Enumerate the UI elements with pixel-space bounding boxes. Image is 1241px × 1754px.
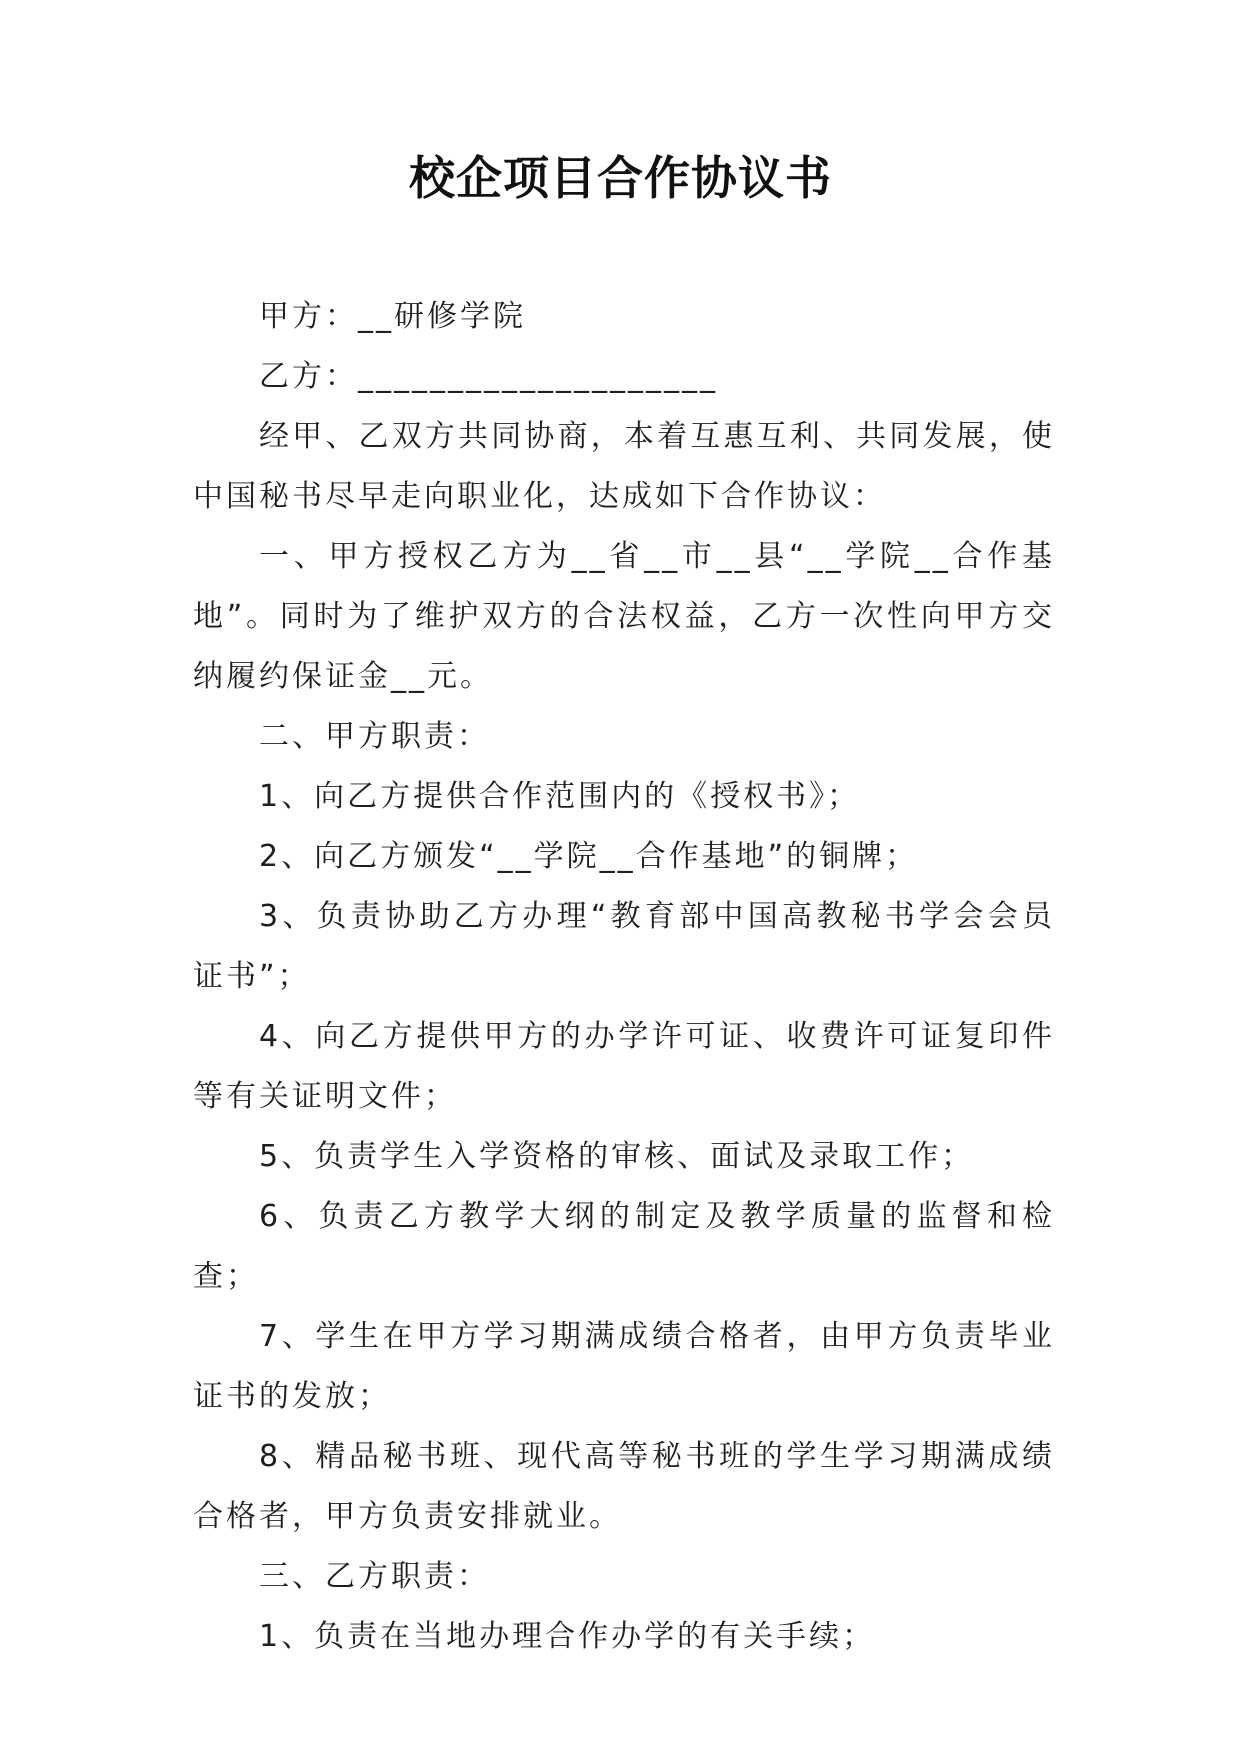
party-b-line: 乙方：____________________ (259, 359, 718, 394)
party-a-duty-item: 6、负责乙方教学大纲的制定及教学质量的监督和检查； (193, 1199, 1055, 1294)
party-b-duty-item: 1、负责在当地办理合作办学的有关手续； (259, 1619, 876, 1654)
document-body (193, 287, 1055, 1667)
party-a-duty-item: 4、向乙方提供甲方的办学许可证、收费许可证复印件等有关证明文件； (193, 1019, 1055, 1114)
section-heading-party-a-duties: 二、甲方职责： (259, 719, 490, 754)
party-a-duty-item: 2、向乙方颁发“__学院__合作基地”的铜牌； (259, 839, 919, 874)
party-a-line: 甲方：__研修学院 (259, 299, 526, 334)
document-title: 校企项目合作协议书 (409, 151, 832, 205)
party-a-duty-item: 3、负责协助乙方办理“教育部中国高教秘书学会会员证书”； (193, 899, 1055, 994)
preamble-paragraph: 经甲、乙双方共同协商，本着互惠互利、共同发展，使中国秘书尽早走向职业化，达成如下合作协议： (193, 419, 1055, 514)
party-a-duty-item: 7、学生在甲方学习期满成绩合格者，由甲方负责毕业证书的发放； (193, 1319, 1055, 1414)
section-heading-party-b-duties: 三、乙方职责： (259, 1559, 490, 1594)
party-a-duty-item: 8、精品秘书班、现代高等秘书班的学生学习期满成绩合格者，甲方负责安排就业。 (193, 1439, 1055, 1534)
clause-one-paragraph: 一、甲方授权乙方为__省__市__县“__学院__合作基地”。同时为了维护双方的合法权益，乙方一次性向甲方交纳履约保证金__元。 (193, 539, 1055, 694)
party-a-duty-item: 1、向乙方提供合作范围内的《授权书》； (259, 779, 861, 814)
party-a-duty-item: 5、负责学生入学资格的审核、面试及录取工作； (259, 1139, 975, 1174)
